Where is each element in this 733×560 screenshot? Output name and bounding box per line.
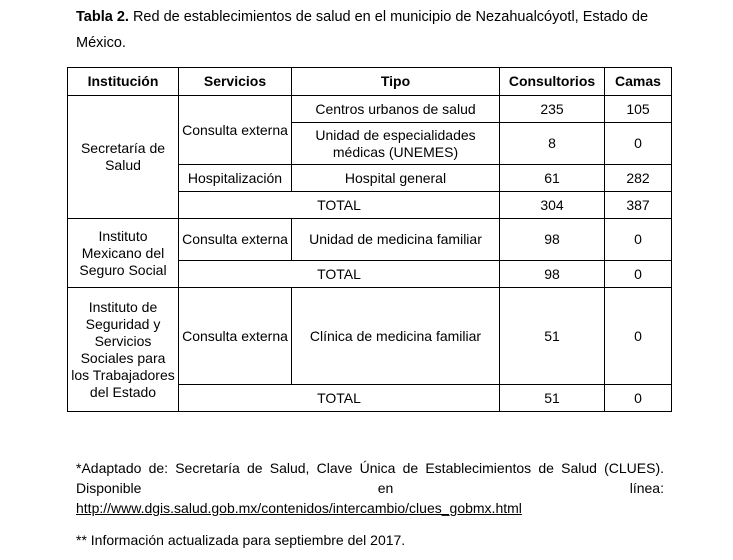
total-consultorios: 51 [500,385,605,412]
service-cell: Consulta externa [179,288,292,385]
total-camas: 0 [605,385,672,412]
service-cell: Consulta externa [179,96,292,165]
service-cell: Consulta externa [179,219,292,261]
header-servicios: Servicios [179,68,292,96]
header-institucion: Institución [68,68,179,96]
table-row [68,288,672,385]
type-cell: Hospital general [292,165,500,192]
total-camas: 0 [605,261,672,288]
camas-cell: 282 [605,165,672,192]
institution-cell: Instituto de Seguridad y Servicios Sociales para los Trabajadores del Estado [68,288,179,412]
source-link[interactable]: http://www.dgis.salud.gob.mx/contenidos/intercambio/clues_gobmx.html [76,500,522,516]
header-tipo: Tipo [292,68,500,96]
consultorios-cell: 8 [500,123,605,165]
table-row [68,96,672,123]
camas-cell: 0 [605,123,672,165]
consultorios-cell: 98 [500,219,605,261]
update-footnote: ** Información actualizada para septiembre del 2017. [76,532,406,548]
total-label: TOTAL [179,385,500,412]
type-cell: Clínica de medicina familiar [292,288,500,385]
consultorios-cell: 61 [500,165,605,192]
type-cell: Unidad de especialidades médicas (UNEMES) [292,123,500,165]
caption-text: Red de establecimientos de salud en el municipio de Nezahualcóyotl, Estado de México. [76,9,649,51]
total-label: TOTAL [179,261,500,288]
total-camas: 387 [605,192,672,219]
institution-cell: Secretaría de Salud [68,96,179,219]
camas-cell: 0 [605,219,672,261]
header-consultorios: Consultorios [500,68,605,96]
table-header-row [68,68,672,96]
type-cell: Unidad de medicina familiar [292,219,500,261]
health-facilities-table [67,67,672,412]
header-camas: Camas [605,68,672,96]
total-consultorios: 304 [500,192,605,219]
source-text: *Adaptado de: Secretaría de Salud, Clave Única de Establecimientos de Salud (CLUES). Disponible en línea: [76,460,664,496]
total-label: TOTAL [179,192,500,219]
table-caption [76,4,676,56]
institution-cell: Instituto Mexicano del Seguro Social [68,219,179,288]
consultorios-cell: 51 [500,288,605,385]
service-cell: Hospitalización [179,165,292,192]
camas-cell: 105 [605,96,672,123]
type-cell: Centros urbanos de salud [292,96,500,123]
camas-cell: 0 [605,288,672,385]
source-footnote [76,458,664,518]
total-consultorios: 98 [500,261,605,288]
table-row [68,219,672,261]
caption-label: Tabla 2. [76,9,129,25]
consultorios-cell: 235 [500,96,605,123]
